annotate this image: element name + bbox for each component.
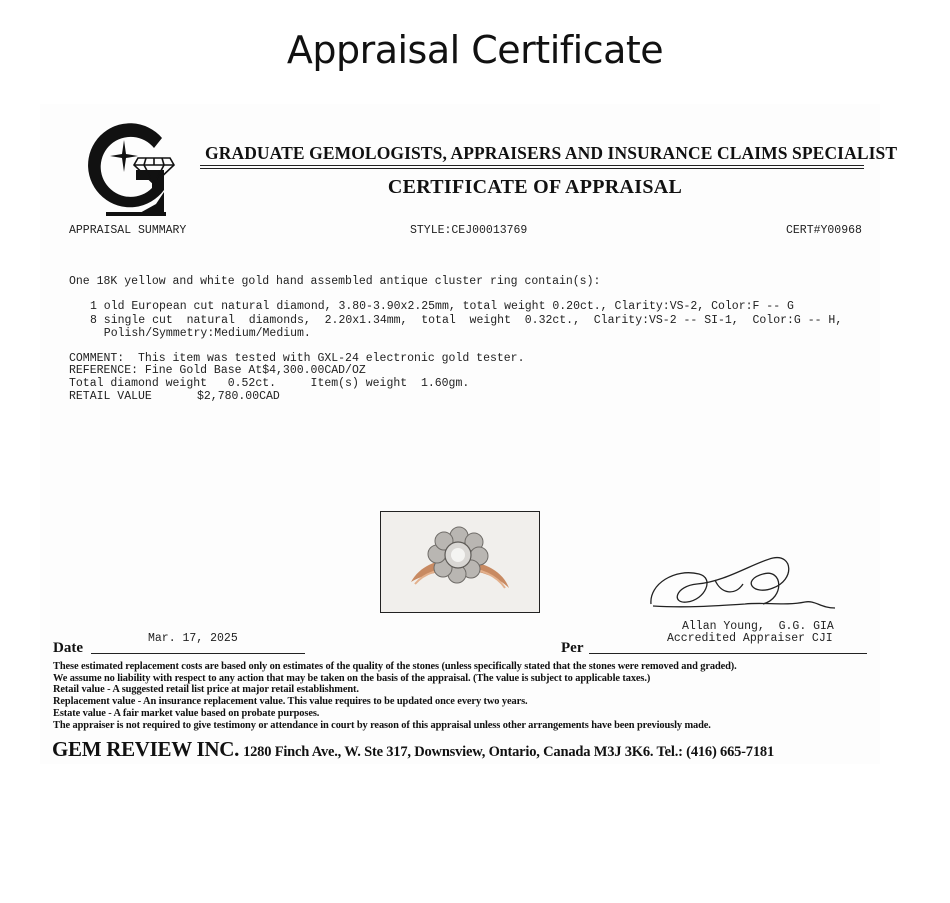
appraiser-title: Accredited Appraiser CJI — [667, 632, 833, 645]
signature-line — [589, 653, 867, 654]
style-number: STYLE:CEJ00013769 — [410, 224, 528, 237]
organization-title: GRADUATE GEMOLOGISTS, APPRAISERS AND INSURANCE CLAIMS SPECIALIST — [205, 143, 898, 163]
disclaimer-line: Retail value - A suggested retail list price at major retail establishment. — [53, 684, 359, 695]
date-value: Mar. 17, 2025 — [148, 632, 238, 645]
comment-line: COMMENT: This item was tested with GXL-24 electronic gold tester. — [69, 352, 525, 365]
date-label: Date — [53, 640, 83, 656]
stone-line: 1 old European cut natural diamond, 3.80-3.90x2.25mm, total weight 0.20ct., Clarity:VS-2, Color:F -- G — [90, 300, 794, 313]
appraisal-summary-label: APPRAISAL SUMMARY — [69, 224, 187, 237]
stone-line: Polish/Symmetry:Medium/Medium. — [90, 327, 311, 340]
company-name: GEM REVIEW INC. — [52, 737, 240, 761]
appraiser-signature — [645, 550, 845, 622]
retail-value-label: RETAIL VALUE — [69, 390, 152, 403]
header-rule-bottom — [200, 168, 864, 169]
disclaimer-line: Replacement value - An insurance replacement value. This value requires to be updated once every two years. — [53, 696, 528, 707]
item-description: One 18K yellow and white gold hand assembled antique cluster ring contain(s): — [69, 275, 601, 288]
retail-value-amount: $2,780.00CAD — [197, 390, 280, 403]
disclaimer-line: The appraiser is not required to give testimony or attendance in court by reason of this appraisal unless other arrangements have been previously made. — [53, 720, 711, 731]
reference-line: REFERENCE: Fine Gold Base At$4,300.00CAD/OZ — [69, 364, 366, 377]
gem-logo-icon — [80, 118, 176, 218]
ring-photo — [380, 511, 540, 613]
date-line — [91, 653, 305, 654]
header-rule-top — [200, 165, 864, 166]
company-footer — [52, 737, 774, 762]
disclaimer-line: These estimated replacement costs are based only on estimates of the quality of the stones (unless specifically stated that the stones were removed and graded). — [53, 661, 737, 672]
stone-line: 8 single cut natural diamonds, 2.20x1.34mm, total weight 0.32ct., Clarity:VS-2 -- SI-1, Color:G -- H, — [90, 314, 843, 327]
cert-number: CERT#Y00968 — [786, 224, 862, 237]
appraiser-name: Allan Young, G.G. GIA — [682, 620, 834, 633]
certificate-title: CERTIFICATE OF APPRAISAL — [387, 176, 683, 198]
company-address: 1280 Finch Ave., W. Ste 317, Downsview, Ontario, Canada M3J 3K6. Tel.: (416) 665-7181 — [243, 744, 774, 760]
page-title: Appraisal Certificate — [286, 28, 664, 72]
disclaimer-line: Estate value - A fair market value based on probate purposes. — [53, 708, 320, 719]
total-weight-line: Total diamond weight 0.52ct. Item(s) weight 1.60gm. — [69, 377, 470, 390]
per-label: Per — [561, 640, 584, 656]
disclaimer-line: We assume no liability with respect to any action that may be taken on the basis of the appraisal. (The value is subject to applicable taxes.) — [53, 673, 651, 684]
